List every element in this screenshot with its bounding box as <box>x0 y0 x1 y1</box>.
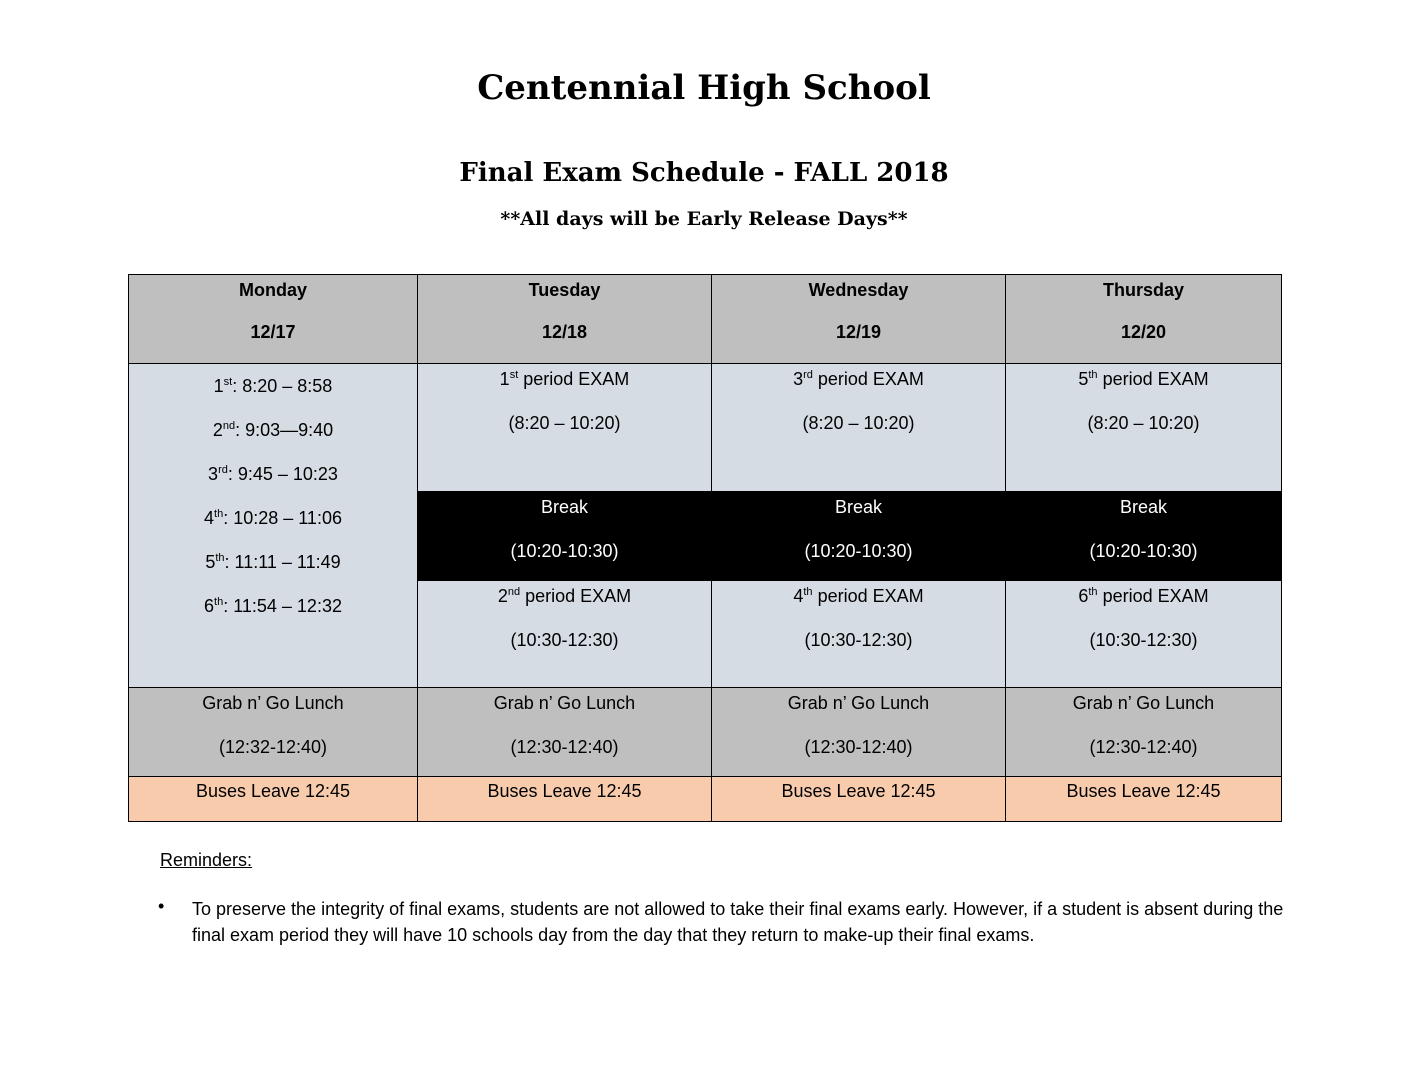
first-exam-row <box>129 364 1282 492</box>
exam-schedule-table <box>128 274 1282 822</box>
break-cell-thursday <box>1006 491 1282 581</box>
day-header-monday <box>129 275 418 364</box>
exam-label: 1st period EXAM <box>499 369 630 389</box>
lunch-row <box>129 688 1282 777</box>
lunch-label: Grab n’ Go Lunch <box>787 693 930 713</box>
exam-label: 2nd period EXAM <box>497 586 632 607</box>
exam-time: (8:20 – 10:20) <box>508 413 621 433</box>
exam-time: (8:20 – 10:20) <box>1087 413 1200 433</box>
bus-cell-wednesday <box>712 777 1006 822</box>
exam-cell-wednesday-pm <box>712 581 1006 688</box>
day-name: Monday <box>238 280 307 300</box>
lunch-time: (12:32-12:40) <box>218 737 328 757</box>
day-date: 12/17 <box>250 322 296 342</box>
break-cell-tuesday <box>418 491 712 581</box>
break-label: Break <box>540 496 589 517</box>
bus-label: Buses Leave 12:45 <box>195 781 351 801</box>
lunch-label: Grab n’ Go Lunch <box>202 693 344 713</box>
day-date: 12/20 <box>1120 322 1167 342</box>
exam-time: (10:30-12:30) <box>510 630 619 651</box>
day-date: 12/18 <box>541 322 588 342</box>
break-time: (10:20-10:30) <box>510 540 619 561</box>
lunch-time: (12:30-12:40) <box>1089 737 1198 757</box>
lunch-cell-tuesday <box>418 688 712 777</box>
exam-label: 3rd period EXAM <box>793 369 924 389</box>
period-time: 3rd: 9:45 – 10:23 <box>208 464 338 484</box>
exam-time: (10:30-12:30) <box>804 630 913 651</box>
school-title: Centennial High School <box>477 68 931 108</box>
exam-cell-tuesday-pm <box>418 581 712 688</box>
period-time: 2nd: 9:03—9:40 <box>212 420 334 440</box>
exam-time: (8:20 – 10:20) <box>802 413 915 433</box>
bus-cell-tuesday <box>418 777 712 822</box>
monday-period-list <box>129 364 418 688</box>
exam-cell-thursday-pm <box>1006 581 1282 688</box>
day-name: Thursday <box>1102 280 1185 300</box>
exam-label: 4th period EXAM <box>793 586 924 607</box>
break-label: Break <box>834 496 883 517</box>
day-name: Tuesday <box>528 280 601 300</box>
lunch-label: Grab n’ Go Lunch <box>493 693 636 713</box>
schedule-title: Final Exam Schedule - FALL 2018 <box>459 158 949 188</box>
exam-cell-wednesday-am <box>712 364 1006 492</box>
day-header-wednesday <box>712 275 1006 364</box>
bus-label: Buses Leave 12:45 <box>487 781 642 801</box>
lunch-cell-thursday <box>1006 688 1282 777</box>
exam-cell-tuesday-am <box>418 364 712 492</box>
break-cell-wednesday <box>712 491 1006 581</box>
bus-row <box>129 777 1282 822</box>
exam-time: (10:30-12:30) <box>1089 630 1198 651</box>
lunch-cell-wednesday <box>712 688 1006 777</box>
break-label: Break <box>1119 496 1168 517</box>
day-name: Wednesday <box>808 280 909 300</box>
bullet-icon: • <box>158 896 165 916</box>
lunch-cell-monday <box>129 688 418 777</box>
break-time: (10:20-10:30) <box>804 540 913 561</box>
period-time: 5th: 11:11 – 11:49 <box>205 552 341 572</box>
day-header-row <box>129 275 1282 364</box>
lunch-time: (12:30-12:40) <box>510 737 619 757</box>
bus-label: Buses Leave 12:45 <box>1066 781 1221 801</box>
period-time: 6th: 11:54 – 12:32 <box>204 596 342 616</box>
lunch-label: Grab n’ Go Lunch <box>1072 693 1215 713</box>
exam-label: 5th period EXAM <box>1078 369 1209 389</box>
day-header-tuesday <box>418 275 712 364</box>
bus-label: Buses Leave 12:45 <box>781 781 936 801</box>
break-time: (10:20-10:30) <box>1089 540 1198 561</box>
day-header-thursday <box>1006 275 1282 364</box>
period-time: 4th: 10:28 – 11:06 <box>204 508 342 528</box>
exam-cell-thursday-am <box>1006 364 1282 492</box>
early-release-note: **All days will be Early Release Days** <box>500 208 908 230</box>
lunch-time: (12:30-12:40) <box>804 737 913 757</box>
exam-label: 6th period EXAM <box>1078 586 1209 607</box>
bus-cell-monday <box>129 777 418 822</box>
day-date: 12/19 <box>835 322 882 342</box>
bus-cell-thursday <box>1006 777 1282 822</box>
reminder-item: To preserve the integrity of final exams, students are not allowed to take their final exams early. However, if a student is absent during the final exam period they will have 10 schools day from the day that they return to make-up their final exams. <box>192 899 1284 945</box>
reminders-heading: Reminders: <box>160 850 253 870</box>
period-time: 1st: 8:20 – 8:58 <box>213 376 333 396</box>
